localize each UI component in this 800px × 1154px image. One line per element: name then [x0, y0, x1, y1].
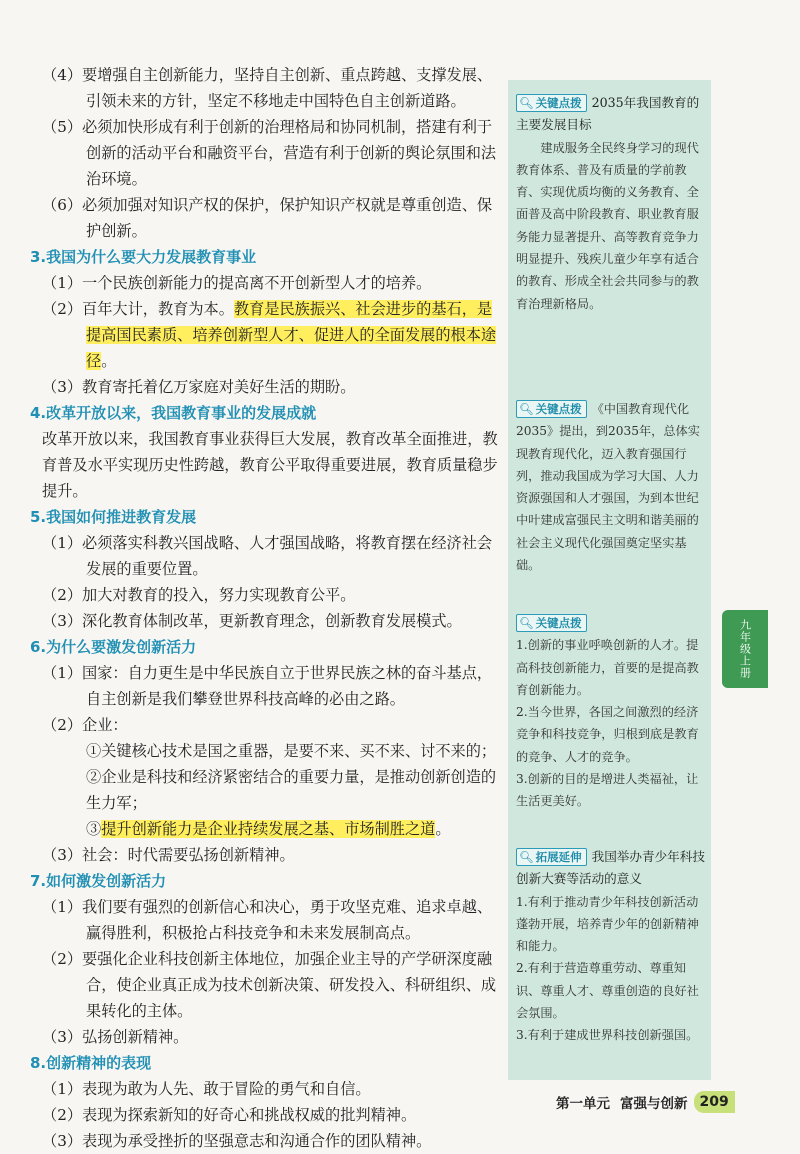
tag-extension — [516, 848, 587, 866]
tag-key-point — [516, 94, 587, 112]
list-item: （1）国家：自力更生是中华民族自立于世界民族之林的奋斗基点，自主创新是我们攀登世界科技高峰的必由之路。 — [42, 664, 493, 708]
list-item — [42, 296, 500, 374]
list-item: （1）一个民族创新能力的提高离不开创新型人才的培养。 — [42, 274, 432, 292]
note-list-item: 3.创新的目的是增进人类福祉，让生活更美好。 — [516, 772, 699, 809]
list-item: （3）弘扬创新精神。 — [42, 1028, 189, 1046]
tag-label: 关键点拨 — [535, 96, 582, 110]
list-item: （3）深化教育体制改革，更新教育理念，创新教育发展模式。 — [42, 612, 462, 630]
note-list-item: 1.创新的事业呼唤创新的人才。提高科技创新能力，首要的是提高教育创新能力。 — [516, 638, 699, 697]
list-item: （6）必须加强对知识产权的保护，保护知识产权就是尊重创造、保护创新。 — [42, 196, 493, 240]
note-header — [516, 92, 706, 137]
note-header — [516, 846, 706, 891]
tag-label: 关键点拨 — [535, 616, 582, 630]
note-box-key-point-3 — [516, 612, 706, 813]
tag-key-point — [516, 400, 587, 418]
magnifier-icon: 🔍︎ — [519, 96, 534, 110]
note-list-item: 2.当今世界，各国之间激烈的经济竞争和科技竞争，归根到底是教育的竞争、人才的竞争。 — [516, 705, 699, 764]
note-list — [516, 634, 706, 812]
highlighted-text: 提升创新能力是企业持续发展之基、市场制胜之道 — [101, 820, 436, 838]
list-item: （3）表现为承受挫折的坚强意志和沟通合作的团队精神。 — [42, 1132, 432, 1150]
list-item: （2）企业： — [42, 716, 128, 734]
section-heading-8: 8.创新精神的表现 — [30, 1054, 152, 1072]
item-text: 。 — [101, 352, 117, 370]
magnifier-icon: 🔍︎ — [519, 402, 534, 416]
paragraph: 改革开放以来，我国教育事业获得巨大发展，教育改革全面推进，教育普及水平实现历史性跨越，教育公平取得重要进展，教育质量稳步提升。 — [42, 430, 498, 500]
item-text: ③ — [86, 820, 102, 838]
highlighted-text: 教育是民族振兴、社会进步的基石，是提高国民素质、培养创新型人才、促进人的全面发展的根本途径 — [86, 300, 497, 370]
item-text: （2）百年大计，教育为本。 — [42, 300, 234, 318]
note-list-item: 1.有利于推动青少年科技创新活动蓬勃开展，培养青少年的创新精神和能力。 — [516, 894, 699, 954]
list-item: （3）教育寄托着亿万家庭对美好生活的期盼。 — [42, 378, 356, 396]
list-item: （3）社会：时代需要弘扬创新精神。 — [42, 846, 295, 864]
list-item: （4）要增强自主创新能力，坚持自主创新、重点跨越、支撑发展、引领未来的方针，坚定不移地走中国特色自主创新道路。 — [42, 66, 493, 110]
note-box-key-point-2 — [516, 398, 706, 576]
note-body — [516, 398, 706, 576]
main-content — [30, 62, 500, 1154]
grade-volume-tab — [722, 610, 768, 688]
list-item: （2）要强化企业科技创新主体地位，加强企业主导的产学研深度融合，使企业真正成为技术创新决策、研发投入、科研组织、成果转化的主体。 — [42, 950, 497, 1020]
note-box-key-point-1 — [516, 92, 706, 315]
footer-subject: 富强与创新 — [620, 1096, 688, 1112]
section-heading-5: 5.我国如何推进教育发展 — [30, 508, 197, 526]
section-heading-7: 7.如何激发创新活力 — [30, 872, 167, 890]
page-footer — [540, 1088, 770, 1116]
section-heading-4: 4.改革开放以来，我国教育事业的发展成就 — [30, 404, 317, 422]
margin-notes-sidebar — [508, 80, 711, 1080]
list-item: （1）必须落实科教兴国战略、人才强国战略，将教育摆在经济社会发展的重要位置。 — [42, 534, 493, 578]
sub-item: ①关键核心技术是国之重器，是要不来、买不来、讨不来的； — [86, 742, 497, 760]
magnifier-icon: 🔍︎ — [519, 616, 534, 630]
list-item: （1）表现为敢为人先、敢于冒险的勇气和自信。 — [42, 1080, 371, 1098]
note-list-item: 2.有利于营造尊重劳动、尊重知识、尊重人才、尊重创造的良好社会氛围。 — [516, 961, 699, 1021]
section-heading-3: 3.我国为什么要大力发展教育事业 — [30, 248, 257, 266]
note-list — [516, 891, 706, 1047]
note-title: 我国举办青少年科技创新大赛等活动的意义 — [516, 849, 705, 887]
tag-key-point — [516, 614, 587, 632]
note-text: 《中国教育现代化2035》提出，到2035年，总体实现教育现代化，迈入教育强国行列，推动我国成为学习大国、人力资源强国和人才强国，为到本世纪中叶建成富强民主文明和谐美丽的社会主义现代化强国奠定坚实基础。 — [516, 402, 700, 573]
tag-label: 关键点拨 — [535, 402, 582, 416]
note-header — [516, 612, 706, 634]
magnifier-icon: 🔍︎ — [519, 850, 534, 864]
footer-unit: 第一单元 — [556, 1096, 610, 1112]
tag-label: 拓展延伸 — [535, 850, 582, 864]
section-heading-6: 6.为什么要激发创新活力 — [30, 638, 197, 656]
item-text: 。 — [435, 820, 451, 838]
note-title: 2035年我国教育的主要发展目标 — [516, 95, 700, 133]
page-number: 209 — [694, 1091, 735, 1113]
sub-item: ②企业是科技和经济紧密结合的重要力量，是推动创新创造的生力军； — [86, 768, 497, 812]
note-box-extension — [516, 846, 706, 1047]
list-item: （5）必须加快形成有利于创新的治理格局和协同机制，搭建有利于创新的活动平台和融资平台，营造有利于创新的舆论氛围和法治环境。 — [42, 118, 497, 188]
sub-item — [86, 816, 500, 842]
list-item: （2）加大对教育的投入，努力实现教育公平。 — [42, 586, 356, 604]
note-body: 建成服务全民终身学习的现代教育体系、普及有质量的学前教育、实现优质均衡的义务教育、全面普及高中阶段教育、职业教育服务能力显著提升、高等教育竞争力明显提升、残疾儿童少年享有适合的教育、形成全社会共同参与的教育治理新格局。 — [516, 140, 699, 311]
note-list-item: 3.有利于建成世界科技创新强国。 — [516, 1028, 699, 1043]
list-item: （1）我们要有强烈的创新信心和决心，勇于攻坚克难、追求卓越、赢得胜利，积极抢占科技竞争和未来发展制高点。 — [42, 898, 493, 942]
tab-label: 九年级上册 — [738, 619, 752, 679]
list-item: （2）表现为探索新知的好奇心和挑战权威的批判精神。 — [42, 1106, 417, 1124]
